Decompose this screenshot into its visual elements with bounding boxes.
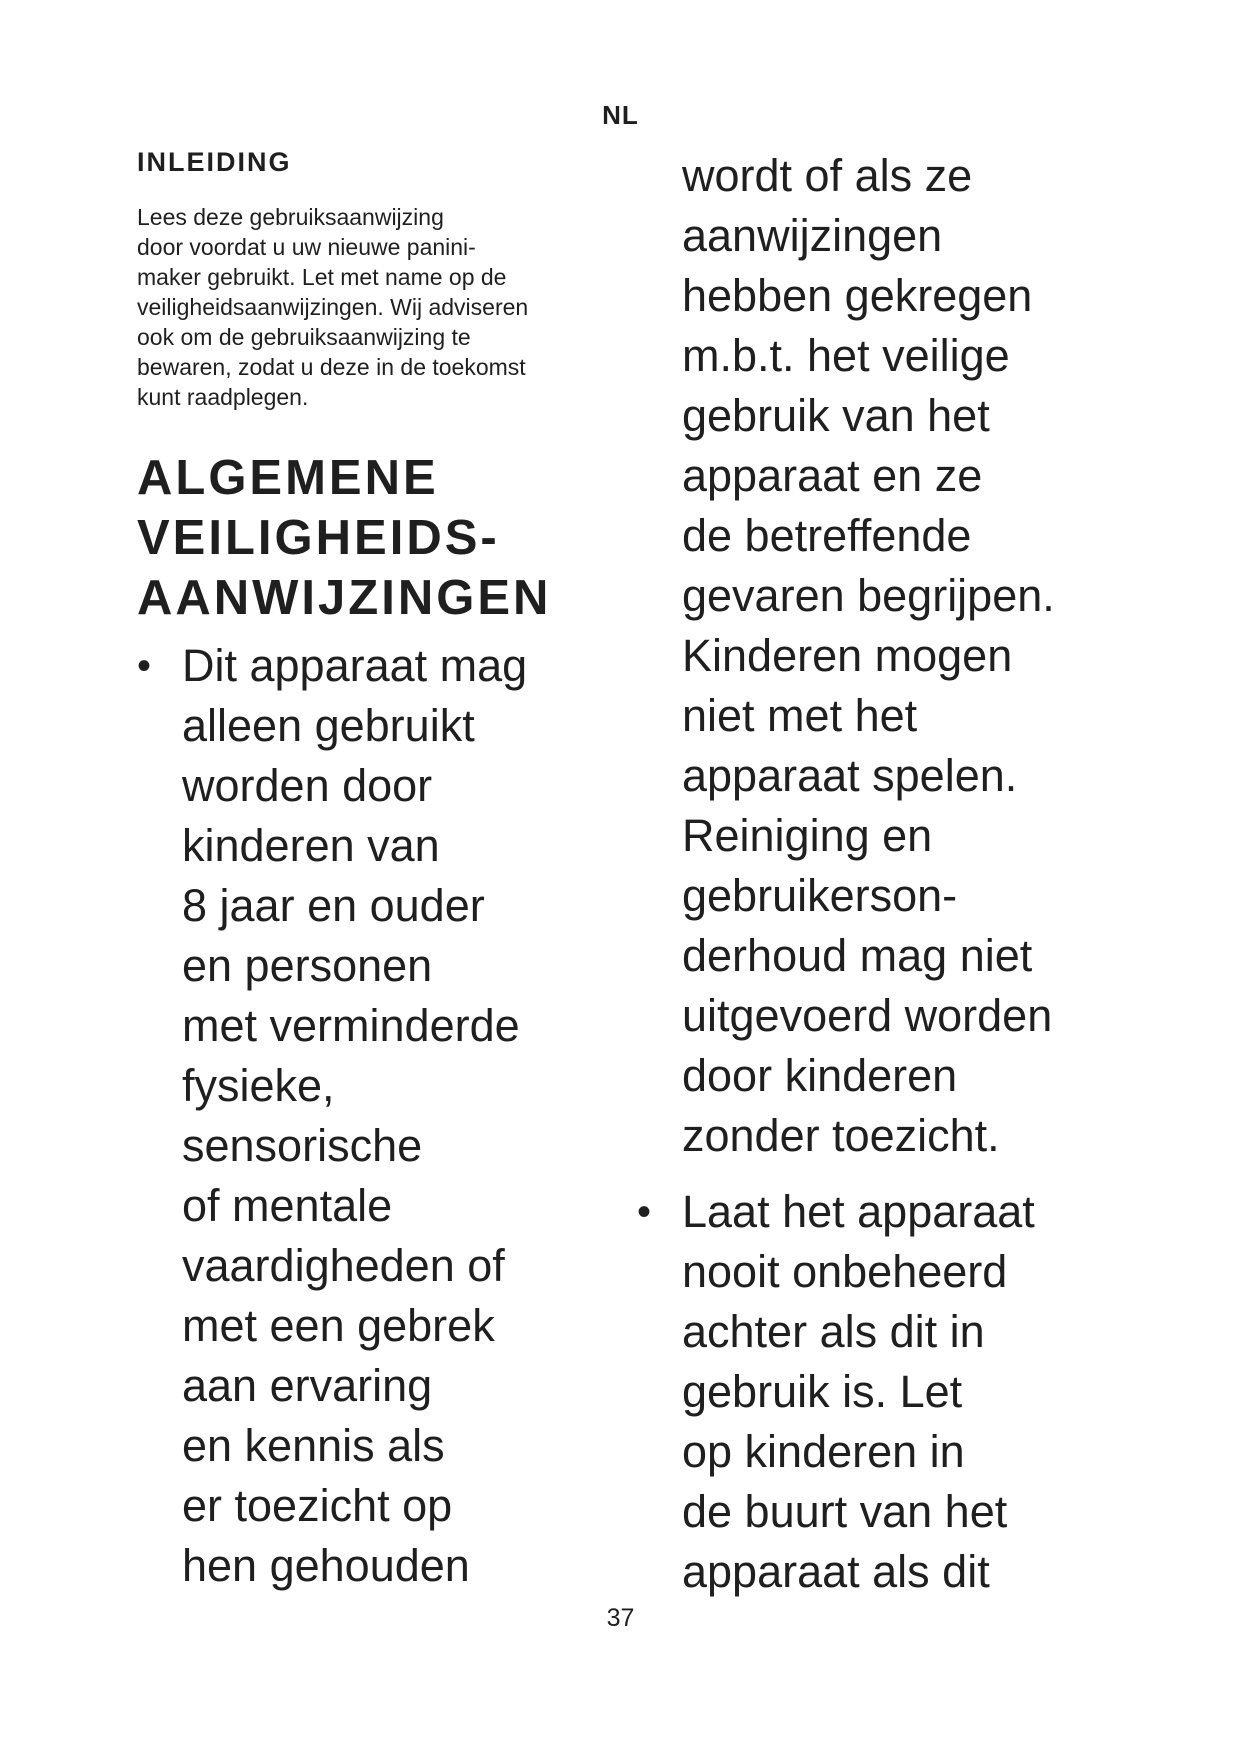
safety-heading-line: VEILIGHEIDS- — [137, 511, 500, 565]
bullet-line: de betreffende — [682, 510, 972, 561]
safety-bullet-1-continued — [637, 146, 1137, 1166]
bullet-line: en personen — [182, 940, 433, 991]
intro-line: maker gebruikt. Let met name op de — [137, 264, 507, 290]
bullet-line: vaardigheden of — [182, 1240, 505, 1291]
bullet-line: apparaat en ze — [682, 450, 983, 501]
bullet-line: met verminderde — [182, 1000, 520, 1051]
bullet-line: gebruik van het — [682, 390, 990, 441]
bullet-line: Reiniging en — [682, 810, 933, 861]
safety-bullet-1 — [137, 636, 607, 1596]
bullet-line: gebruik is. Let — [682, 1366, 963, 1417]
bullet-line: fysieke, — [182, 1060, 335, 1111]
safety-heading-line: AANWIJZINGEN — [137, 571, 552, 625]
bullet-line: en kennis als — [182, 1420, 445, 1471]
bullet-line: of mentale — [182, 1180, 393, 1231]
intro-line: kunt raadplegen. — [137, 384, 309, 410]
intro-heading: INLEIDING — [137, 147, 292, 177]
bullet-line: hebben gekregen — [682, 270, 1033, 321]
bullet-line: nooit onbeheerd — [682, 1246, 1008, 1297]
bullet-line: 8 jaar en ouder — [182, 880, 485, 931]
bullet-line: Laat het apparaat — [682, 1186, 1035, 1237]
bullet-text — [182, 636, 607, 1596]
bullet-line: niet met het — [682, 690, 918, 741]
safety-bullet-2 — [637, 1182, 1137, 1602]
bullet-line: Kinderen mogen — [682, 630, 1013, 681]
bullet-line: m.b.t. het veilige — [682, 330, 1010, 381]
bullet-line: sensorische — [182, 1120, 423, 1171]
left-column — [137, 146, 607, 1596]
safety-heading — [137, 448, 607, 628]
intro-line: Lees deze gebruiksaanwijzing — [137, 204, 444, 230]
intro-line: ook om de gebruiksaanwijzing te — [137, 324, 471, 350]
bullet-line: er toezicht op — [182, 1480, 453, 1531]
bullet-line: achter als dit in — [682, 1306, 985, 1357]
bullet-line: gevaren begrijpen. — [682, 570, 1055, 621]
intro-paragraph — [137, 202, 607, 412]
bullet-line: met een gebrek — [182, 1300, 495, 1351]
bullet-line: kinderen van — [182, 820, 440, 871]
bullet-line: apparaat als dit — [682, 1546, 990, 1597]
bullet-line: hen gehouden — [182, 1540, 470, 1591]
right-column — [637, 146, 1137, 1602]
bullet-line: worden door — [182, 760, 433, 811]
bullet-line: gebruikerson- — [682, 870, 958, 921]
bullet-line: wordt of als ze — [682, 150, 973, 201]
safety-heading-line: ALGEMENE — [137, 451, 439, 505]
bullet-line: apparaat spelen. — [682, 750, 1018, 801]
bullet-line: derhoud mag niet — [682, 930, 1033, 981]
intro-line: bewaren, zodat u deze in de toekomst — [137, 354, 526, 380]
bullet-line: op kinderen in — [682, 1426, 965, 1477]
bullet-text — [682, 1182, 1137, 1602]
bullet-line: Dit apparaat mag — [182, 640, 528, 691]
bullet-line: aanwijzingen — [682, 210, 943, 261]
bullet-line: alleen gebruikt — [182, 700, 475, 751]
bullet-line: de buurt van het — [682, 1486, 1008, 1537]
bullet-icon: • — [637, 1190, 652, 1234]
language-code: NL — [602, 100, 639, 130]
bullet-line: aan ervaring — [182, 1360, 433, 1411]
bullet-line: zonder toezicht. — [682, 1110, 1000, 1161]
page-number: 37 — [606, 1604, 635, 1632]
bullet-line: uitgevoerd worden — [682, 990, 1053, 1041]
intro-line: door voordat u uw nieuwe panini- — [137, 234, 476, 260]
bullet-line: door kinderen — [682, 1050, 958, 1101]
intro-line: veiligheidsaanwijzingen. Wij adviseren — [137, 294, 529, 320]
bullet-icon: • — [137, 644, 152, 688]
